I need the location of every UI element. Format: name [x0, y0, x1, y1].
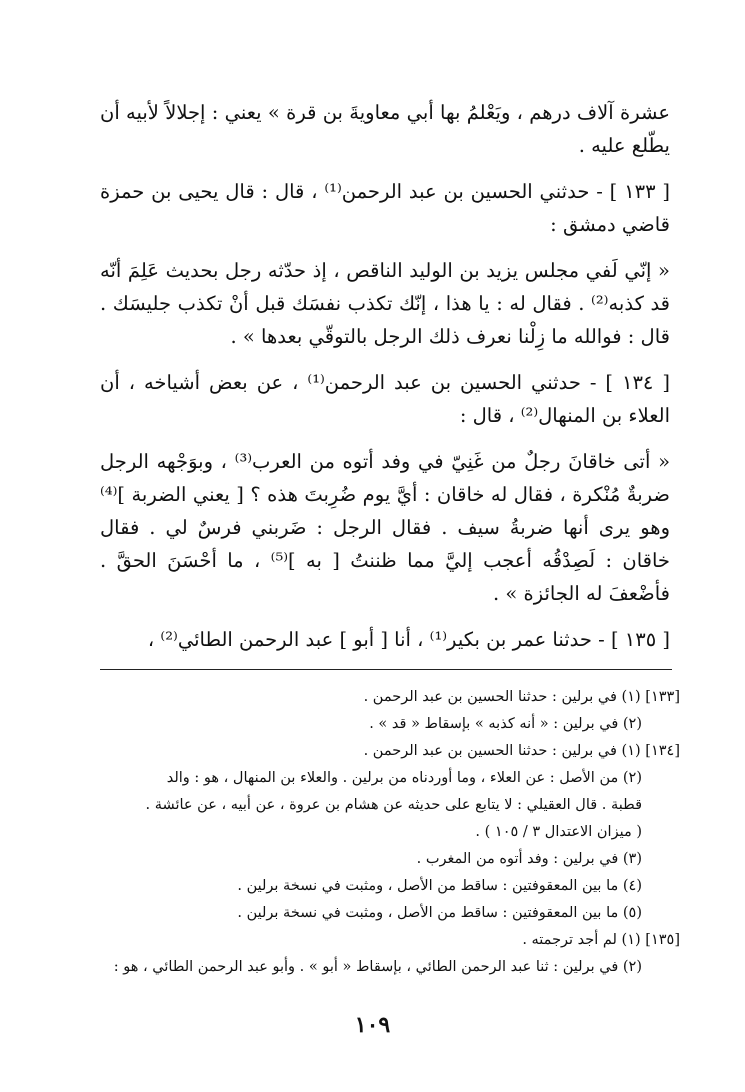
- footnote-line: (٥) ما بين المعقوفتين : ساقط من الأصل ، ومثبت في نسخة برلين .: [237, 905, 642, 921]
- footnote-line: (٤) ما بين المعقوفتين : ساقط من الأصل ، ومثبت في نسخة برلين .: [237, 878, 642, 894]
- footnote-line: قطبة . قال العقيلي : لا يتابع على حديثه عن هشام بن عروة ، عن أبيه ، عن عائشة .: [145, 797, 642, 813]
- footnote-line: [١٣٣] (١) في برلين : حدثنا الحسين بن عبد الرحمن .: [363, 689, 680, 705]
- footnote-line: (٢) في برلين : « أنه كذبه » بإسقاط « قد » .: [369, 716, 642, 732]
- footnote-line: (٢) من الأصل : عن العلاء ، وما أوردناه من برلين . والعلاء بن المنهال ، هو : والد: [166, 770, 642, 786]
- footnote-divider: [100, 669, 672, 670]
- main-text: [100, 96, 670, 669]
- footnote-line: (٢) في برلين : ثنا عبد الرحمن الطائي ، بإسقاط « أبو » . وأبو عبد الرحمن الطائي ، هو :: [113, 959, 642, 975]
- paragraph-2: [ ١٣٣ ] - حدثني الحسين بن عبد الرحمن⁽¹⁾ ، قال : قال يحيى بن حمزة قاضي دمشق :: [100, 180, 670, 236]
- footnote-line: ( ميزان الاعتدال ٣ / ١٠٥ ) .: [475, 824, 642, 840]
- paragraph-5: « أتى خاقانَ رجلٌ من غَنِيّ في وفد أتوه من العرب⁽³⁾ ، وبوَجْهه الرجل ضربةٌ مُنْكرة ، فقال له خاقان : أيَّ يوم ضُرِبتَ هذه ؟ [ يعني الضربة ]⁽⁴⁾ وهو يرى أنها ضربةُ سيف . فقال الرجل : ضَربني فرسٌ لي . فقال خاقان : لَصِدْقُه أعجب إليَّ مما ظننتُ [ به ]⁽⁵⁾ ، ما أحْسَنَ الحقَّ . فأضْعفَ له الجائزة » .: [100, 450, 670, 605]
- page-number: ١٠٩: [354, 1012, 391, 1038]
- footnote-line: [١٣٤] (١) في برلين : حدثنا الحسين بن عبد الرحمن .: [363, 743, 680, 759]
- paragraph-1: عشرة آلاف درهم ، ويَعْلمُ بها أبي معاويةَ بن قرة » يعني : إجلالاً لأبيه أن يطّلع عليه .: [100, 101, 670, 157]
- paragraph-3: « إنّي لَفي مجلس يزيد بن الوليد الناقص ، إذ حدّثه رجل بحديث عَلِمَ أنّه قد كذبه⁽²⁾ . فقال له : يا هذا ، إنّك تكذب نفسَك قبل أنْ تكذب جليسَك . قال : فوالله ما زِلْنا نعرف ذلك الرجل بالتوقّي بعدها » .: [100, 259, 670, 348]
- footnote-line: (٣) في برلين : وفد أتوه من المغرب .: [416, 851, 642, 867]
- footnotes: [100, 684, 680, 981]
- footnote-line: [١٣٥] (١) لم أجد ترجمته .: [522, 932, 680, 948]
- paragraph-6: [ ١٣٥ ] - حدثنا عمر بن بكير⁽¹⁾ ، أنا [ أبو ] عبد الرحمن الطائي⁽²⁾ ،: [147, 628, 670, 651]
- paragraph-4: [ ١٣٤ ] - حدثني الحسين بن عبد الرحمن⁽¹⁾ ، عن بعض أشياخه ، أن العلاء بن المنهال⁽²⁾ ، قال :: [100, 371, 670, 427]
